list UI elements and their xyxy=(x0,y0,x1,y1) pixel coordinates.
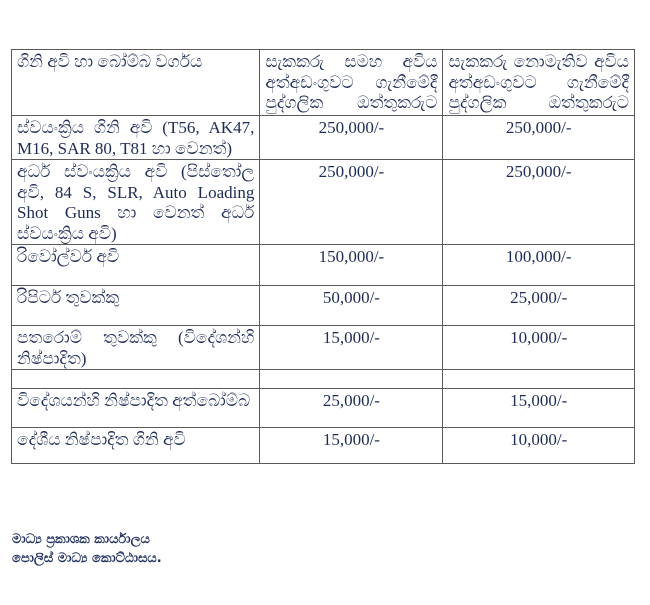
office-name: මාධ්‍ය ප්‍රකාශක කාර්යාලය xyxy=(12,532,150,547)
header-without-suspect: සැකකරු නොමැතිව අවිය අත්අඩංගුවට ගැනීමේදී පුද්ගලික ඔත්තුකරුට xyxy=(443,50,635,116)
weapon-type-cell: පතරොම් තුවක්කු (විදේශන්හි නිෂ්පාදිත) xyxy=(12,326,260,370)
table-row xyxy=(12,428,635,464)
table-header-row xyxy=(12,50,635,116)
table-row-empty xyxy=(12,370,635,389)
weapon-type-cell xyxy=(12,370,260,389)
without-suspect-amount: 250,000/- xyxy=(443,160,635,245)
without-suspect-amount: 25,000/- xyxy=(443,286,635,326)
with-suspect-amount xyxy=(260,370,443,389)
table-row xyxy=(12,326,635,370)
weapon-type-cell: ස්වයංක්‍රිය ගිනි අවි (T56, AK47, M16, SAR 80, T81 හා වෙනත්) xyxy=(12,116,260,160)
table-row xyxy=(12,389,635,428)
division-name: පොලිස් මාධ්‍ය කොට්ඨාසය. xyxy=(12,551,162,566)
signature-block xyxy=(12,530,162,568)
without-suspect-amount: 10,000/- xyxy=(443,428,635,464)
with-suspect-amount: 250,000/- xyxy=(260,160,443,245)
header-with-suspect: සැකකරු සමහ අවිය අත්අඩංගුවට ගැනීමේදී පුද්ගලික ඔත්තුකරුට xyxy=(260,50,443,116)
without-suspect-amount: 15,000/- xyxy=(443,389,635,428)
table-row xyxy=(12,116,635,160)
weapon-type-cell: රිපිටර් තුවක්කු xyxy=(12,286,260,326)
with-suspect-amount: 150,000/- xyxy=(260,245,443,286)
with-suspect-amount: 15,000/- xyxy=(260,428,443,464)
with-suspect-amount: 250,000/- xyxy=(260,116,443,160)
table-row xyxy=(12,286,635,326)
header-weapon-type: ගිනි අවි හා බෝම්බ වර්ගය xyxy=(12,50,260,116)
without-suspect-amount: 100,000/- xyxy=(443,245,635,286)
without-suspect-amount: 250,000/- xyxy=(443,116,635,160)
with-suspect-amount: 25,000/- xyxy=(260,389,443,428)
with-suspect-amount: 50,000/- xyxy=(260,286,443,326)
table-row xyxy=(12,245,635,286)
without-suspect-amount: 10,000/- xyxy=(443,326,635,370)
table-row xyxy=(12,160,635,245)
weapon-type-cell: රිවෝල්වර් අවි xyxy=(12,245,260,286)
reward-table xyxy=(11,49,635,464)
weapon-type-cell: විදේශයන්හි නිෂ්පාදිත අත්බෝම්බ xyxy=(12,389,260,428)
with-suspect-amount: 15,000/- xyxy=(260,326,443,370)
weapon-type-cell: අර්ධ ස්වංයක්‍රිය අවි (පිස්තෝල අවි, 84 S, SLR, Auto Loading Shot Guns හා වෙනත් අර්ධ ස්වයංක්‍රිය අවි) xyxy=(12,160,260,245)
without-suspect-amount xyxy=(443,370,635,389)
weapon-type-cell: දේශීය නිෂ්පාදිත ගිනි අවි xyxy=(12,428,260,464)
